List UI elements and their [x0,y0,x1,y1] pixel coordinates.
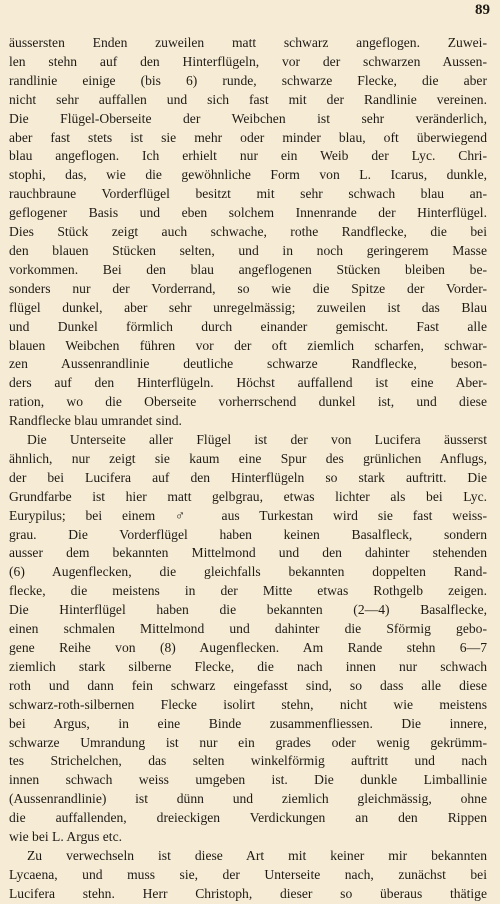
text-line: stophi, das, wie die gewöhnliche Form von L. Icarus, dunkle, [9,167,487,183]
text-line: grau. Die Vorderflügel haben keinen Basalfleck, sondern [9,526,487,542]
text-line: blauen Weibchen führen vor der oft ziemlich scharfen, schwar- [9,337,487,353]
text-line: geflogener Basis und eben solchem Innenrande der Hinterflügel. [9,205,487,221]
text-line: den blauen Stücken selten, und in noch geringerem Masse [9,242,487,258]
text-line: Grundfarbe ist hier matt gelbgrau, etwas lichter als bei Lyc. [9,488,487,504]
text-line: rauchbraune Vorderflügel besitzt mit sehr schwach blau an- [9,186,487,202]
text-line: sonders nur der Vorderrand, so wie die Spitze der Vorder- [9,280,487,296]
text-line: Lucifera stehn. Herr Christoph, dieser so überaus thätige [9,885,487,901]
text-line: zen Aussenrandlinie deutliche schwarze Randflecke, beson- [9,356,487,372]
text-line: ration, wo die Oberseite vorherrschend dunkel ist, und diese [9,394,487,410]
text-line: ziemlich stark silberne Flecke, die nach innen nur schwach [9,658,487,674]
text-line: Randflecke blau umrandet sind. [9,413,182,429]
text-line: roth und dann fein schwarz eingefasst sind, so dass alle diese [9,677,487,693]
text-line: Die Hinterflügel haben die bekannten (2—4) Basalflecke, [9,602,487,618]
body-text [9,34,487,904]
text-line: tes Strichelchen, das selten winkelförmig auftritt und nach [9,753,487,769]
text-line: aber fast stets ist sie mehr oder minder blau, oft überwiegend [9,129,487,145]
text-line: Eurypilus; bei einem ♂ aus Turkestan wird sie fast weiss- [9,507,487,523]
text-line: innen schwach weiss umgeben ist. Die dunkle Limballinie [9,772,487,788]
paragraph [9,847,487,904]
text-line: (6) Augenflecken, die gleichfalls bekannten doppelten Rand- [9,564,487,580]
text-line: randlinie einige (bis 6) runde, schwarze Flecke, die aber [9,72,487,88]
text-line: nicht sehr auffallen und sich fast mit der Randlinie vereinen. [9,91,487,107]
text-line: äussersten Enden zuweilen matt schwarz angeflogen. Zuwei- [9,35,487,50]
text-line: (Aussenrandlinie) ist dünn und ziemlich gleichmässig, ohne [9,791,487,807]
text-line: flügel dunkel, aber sehr unregelmässig; zuweilen ist das Blau [9,299,487,315]
text-line: gene Reihe von (8) Augenflecken. Am Rande stehn 6—7 [9,640,487,655]
text-line: Lycaena, und muss sie, der Unterseite nach, zunächst bei [9,866,487,882]
text-line: einen schmalen Mittelmond und dahinter die Sförmig gebo- [9,621,487,637]
text-line: schwarz-roth-silbernen Flecke isolirt stehn, nicht wie meistens [9,696,487,712]
text-line: wie bei L. Argus etc. [9,829,123,845]
text-line: und Dunkel förmlich durch einander gemischt. Fast alle [9,318,487,334]
text-line: len stehn auf den Hinterflügeln, vor der schwarzen Aussen- [9,53,487,69]
text-line: ders auf den Hinterflügeln. Höchst auffallend ist eine Aber- [9,375,487,391]
text-line: schwarze Umrandung ist nur ein grades oder wenig gekrümm- [9,734,487,750]
text-line: vorkommen. Bei den blau angeflogenen Stücken bleiben be- [9,261,487,277]
text-line: Zu verwechseln ist diese Art mit keiner mir bekannten [27,847,487,863]
text-line: Dies Stück zeigt auch schwache, rothe Randflecke, die bei [9,224,487,240]
text-line: der bei Lucifera auf den Hinterflügeln so stark auftritt. Die [9,469,487,485]
text-line: die auffallenden, dreieckigen Verdickungen an den Rippen [9,810,487,826]
text-line: bei Argus, in eine Binde zusammenfliessen. Die innere, [9,715,487,731]
page-number: 89 [475,2,490,18]
text-line: ausser dem bekannten Mittelmond und den dahinter stehenden [9,545,487,561]
text-line: blau angeflogen. Ich erhielt nur ein Weib der Lyc. Chri- [9,148,487,164]
paragraph [9,431,487,847]
text-line: ähnlich, nur zeigt sie kaum eine Spur des grünlichen Anflugs, [9,450,487,466]
paragraph [9,34,487,431]
text-line: Die Flügel-Oberseite der Weibchen ist sehr veränderlich, [9,110,487,126]
text-line: Die Unterseite aller Flügel ist der von Lucifera äusserst [27,432,487,448]
text-line: flecke, die meistens in der Mitte etwas Rothgelb zeigen. [9,583,487,599]
